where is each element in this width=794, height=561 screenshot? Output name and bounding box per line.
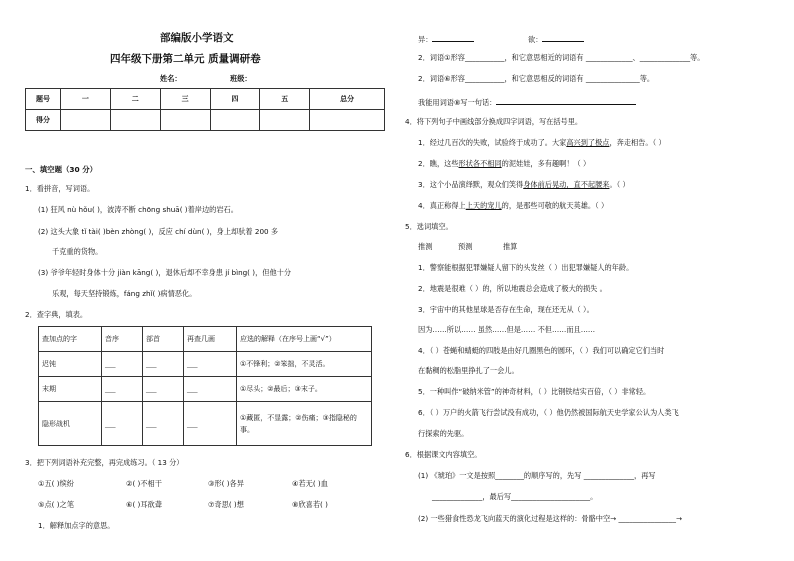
score-header: 四 — [210, 89, 260, 110]
r1-text: 2．词语①形容___________，和它意思相近的词语有 _____________、______________等。 — [418, 53, 705, 62]
q5-4-cont: 在黏稠的松脂里挣扎了一会儿。 — [418, 366, 519, 375]
idiom-number: ① — [38, 479, 45, 488]
word-option: 推算 — [503, 242, 518, 251]
q5-prompt: 5．选词填空。 — [405, 222, 453, 231]
dict-header: 查加点的字 — [39, 327, 102, 352]
score-header: 总分 — [310, 89, 385, 110]
score-header: 题号 — [26, 89, 61, 110]
q6-2-number: (2) — [418, 514, 431, 523]
idiom-number: ④ — [292, 479, 299, 488]
score-cell[interactable] — [160, 110, 210, 131]
dict-blank[interactable]: ___ — [143, 352, 184, 377]
answer-line[interactable] — [542, 33, 584, 42]
conjunction-options: 因为……所以…… 虽然……但是…… 不但……而且…… — [418, 325, 596, 334]
score-header: 五 — [260, 89, 310, 110]
score-cell[interactable] — [61, 110, 111, 131]
q1-prompt: 1．看拼音，写词语。 — [25, 184, 95, 193]
q4-2-text: 2．瞧，这些 — [418, 159, 459, 168]
q3-sub1: 1．解释加点字的意思。 — [38, 521, 115, 530]
score-header: 三 — [160, 89, 210, 110]
idiom-number: ⑧ — [292, 500, 299, 509]
word-option: 预测 — [458, 242, 473, 251]
sentence-line[interactable] — [496, 96, 636, 105]
q5-2: 2．地震是很难（ ）的，所以地震总会造成了极大的损失 。 — [418, 284, 607, 293]
title-line-1: 部编版小学语文 — [160, 32, 234, 44]
score-cell[interactable] — [310, 110, 385, 131]
dict-blank[interactable]: ___ — [184, 352, 237, 377]
dict-word: 末期 — [39, 377, 102, 402]
idiom: 五( )缤纷 — [44, 479, 74, 488]
idiom: ( )耳欲聋 — [132, 500, 162, 509]
score-row-label: 得分 — [26, 110, 61, 131]
name-label: 姓名： — [160, 74, 182, 83]
q4-4-text: 4．真正称得上 — [418, 201, 466, 210]
idiom: 若无( )血 — [298, 479, 328, 488]
idiom: 奇思( )想 — [214, 500, 244, 509]
q4-2-underlined: 形状各不相同 — [458, 159, 502, 168]
q1-2-text-cont: 千克重的货物。 — [52, 247, 103, 256]
idiom-number: ② — [126, 479, 133, 488]
q1-1-text: 狂风 nù hǒu( )，波涛不断 chōng shuā( )着岸边的岩石。 — [50, 205, 238, 214]
q5-1: 1．警察能根据犯罪嫌疑人留下的头发丝（ ）出犯罪嫌疑人的年龄。 — [418, 263, 634, 272]
dict-blank[interactable]: ___ — [102, 352, 143, 377]
q4-prompt: 4．将下列句子中画线部分换成四字词语，写在括号里。 — [405, 117, 583, 126]
r2-text: 2．词语⑥形容___________，和它意思相反的词语有 _______________等。 — [418, 74, 655, 83]
word-option: 推测 — [418, 242, 433, 251]
q1-3-text: 爷爷年轻时身体十分 jiàn kāng( )，退休后却不幸身患 jí bìng( )，但他十分 — [50, 268, 292, 277]
r3-label: 我能用词语⑧写一句话： — [418, 98, 497, 107]
q4-4-end: 的，是那些可敬的航天英雄。（ ） — [501, 201, 609, 210]
dict-blank[interactable]: ___ — [143, 377, 184, 402]
q4-2-end: 的泥娃娃，多有趣啊！（ ） — [501, 159, 591, 168]
q5-4: 4．（ ）苍蝇和蜻蜓的四肢是由好几圈黑色的圆环，（ ）我们可以确定它们当时 — [418, 346, 665, 355]
q6-1-number: (1) — [418, 471, 431, 480]
q6-prompt: 6．根据课文内容填空。 — [405, 450, 482, 459]
score-cell[interactable] — [260, 110, 310, 131]
q2-prompt: 2．查字典，填表。 — [25, 310, 88, 319]
dictionary-table — [38, 326, 372, 446]
dict-header: 部首 — [143, 327, 184, 352]
q4-3-text: 3．这个小品演绎默，观众们笑得 — [418, 180, 524, 189]
idiom: 形( )各异 — [214, 479, 244, 488]
q4-1-end: ，奔走相告。（ ） — [609, 138, 666, 147]
class-label: 班级： — [230, 74, 252, 83]
dict-header: 应选的解释（在序号上画“√”） — [237, 327, 372, 352]
q5-5: 5．一种叫作“破纳米管”的神奇材料，（ ）比钢铁结实百倍，（ ）非常轻。 — [418, 387, 651, 396]
score-table — [25, 88, 385, 131]
q1-1-number: (1) — [38, 205, 51, 214]
title-line-2: 四年级下册第二单元 质量调研卷 — [110, 53, 261, 65]
q5-6-cont: 行探索的先驱。 — [418, 429, 469, 438]
idiom: ( )不相干 — [132, 479, 162, 488]
q4-1-text: 1．经过几百次的失败，试验终于成功了。大家 — [418, 138, 567, 147]
q5-6: 6．（ ）万户的火箭飞行尝试没有成功，（ ）他仍然被国际航天史学家公认为人类飞 — [418, 408, 679, 417]
dict-header: 再查几画 — [184, 327, 237, 352]
dict-blank[interactable]: ___ — [102, 377, 143, 402]
idiom: 点( )之笔 — [44, 500, 74, 509]
answer-line[interactable] — [432, 33, 474, 42]
score-header: 一 — [61, 89, 111, 110]
q1-2-number: (2) — [38, 227, 51, 236]
idiom-number: ⑤ — [38, 500, 45, 509]
dict-meaning: ①不锋利；②笨拙，不灵活。 — [237, 352, 372, 377]
score-cell[interactable] — [110, 110, 160, 131]
idiom-number: ③ — [208, 479, 215, 488]
dict-header: 音序 — [102, 327, 143, 352]
dict-blank[interactable]: ___ — [143, 402, 184, 446]
q1-3-text-cont: 乐观，每天坚持锻炼，fáng zhǐ( )病情恶化。 — [52, 289, 197, 298]
dict-meaning: ①藏匿，不显露；②伤痛；③指隐秘的事。 — [237, 402, 372, 446]
score-header: 二 — [110, 89, 160, 110]
q4-3-end: 。（ ） — [609, 180, 630, 189]
define-label-1: 异： — [418, 35, 433, 44]
idiom-number: ⑦ — [208, 500, 215, 509]
q4-3-underlined: 身体前后晃动，直不起腰来 — [523, 180, 610, 189]
q1-3-number: (3) — [38, 268, 51, 277]
idiom: 欣喜若( ) — [298, 500, 328, 509]
dict-meaning: ①尽头；②最后；③末子。 — [237, 377, 372, 402]
dict-word: 迟钝 — [39, 352, 102, 377]
dict-word: 隐形战机 — [39, 402, 102, 446]
score-cell[interactable] — [210, 110, 260, 131]
dict-blank[interactable]: ___ — [184, 377, 237, 402]
q3-prompt: 3．把下列词语补充完整，再完成练习。（ 13 分） — [25, 458, 184, 467]
section-1-heading: 一、填空题（30 分） — [25, 165, 97, 174]
q6-1-cont: ______________，最后写______________________。 — [432, 492, 598, 501]
dict-blank[interactable]: ___ — [102, 402, 143, 446]
dict-blank[interactable]: ___ — [184, 402, 237, 446]
q6-2-text: 一些猎食性恐龙飞向蓝天的演化过程是这样的：骨骼中空→ ________________→ — [430, 514, 682, 523]
q4-4-underlined: 上天的宠儿 — [465, 201, 502, 210]
q4-1-underlined: 高兴到了极点 — [566, 138, 610, 147]
q6-1-text: 《琥珀》一文是按照________的顺序写的，先写 ______________，再写 — [430, 471, 656, 480]
q5-3: 3．宇宙中的其他星球是否存在生命，现在还无从（ ）。 — [418, 305, 594, 314]
q1-2-text: 这头大象 tǐ tài( )bèn zhòng( )，反应 chí dùn( )，身上却驮着 200 多 — [50, 227, 279, 236]
define-label-2: 欲： — [528, 35, 543, 44]
idiom-number: ⑥ — [126, 500, 133, 509]
